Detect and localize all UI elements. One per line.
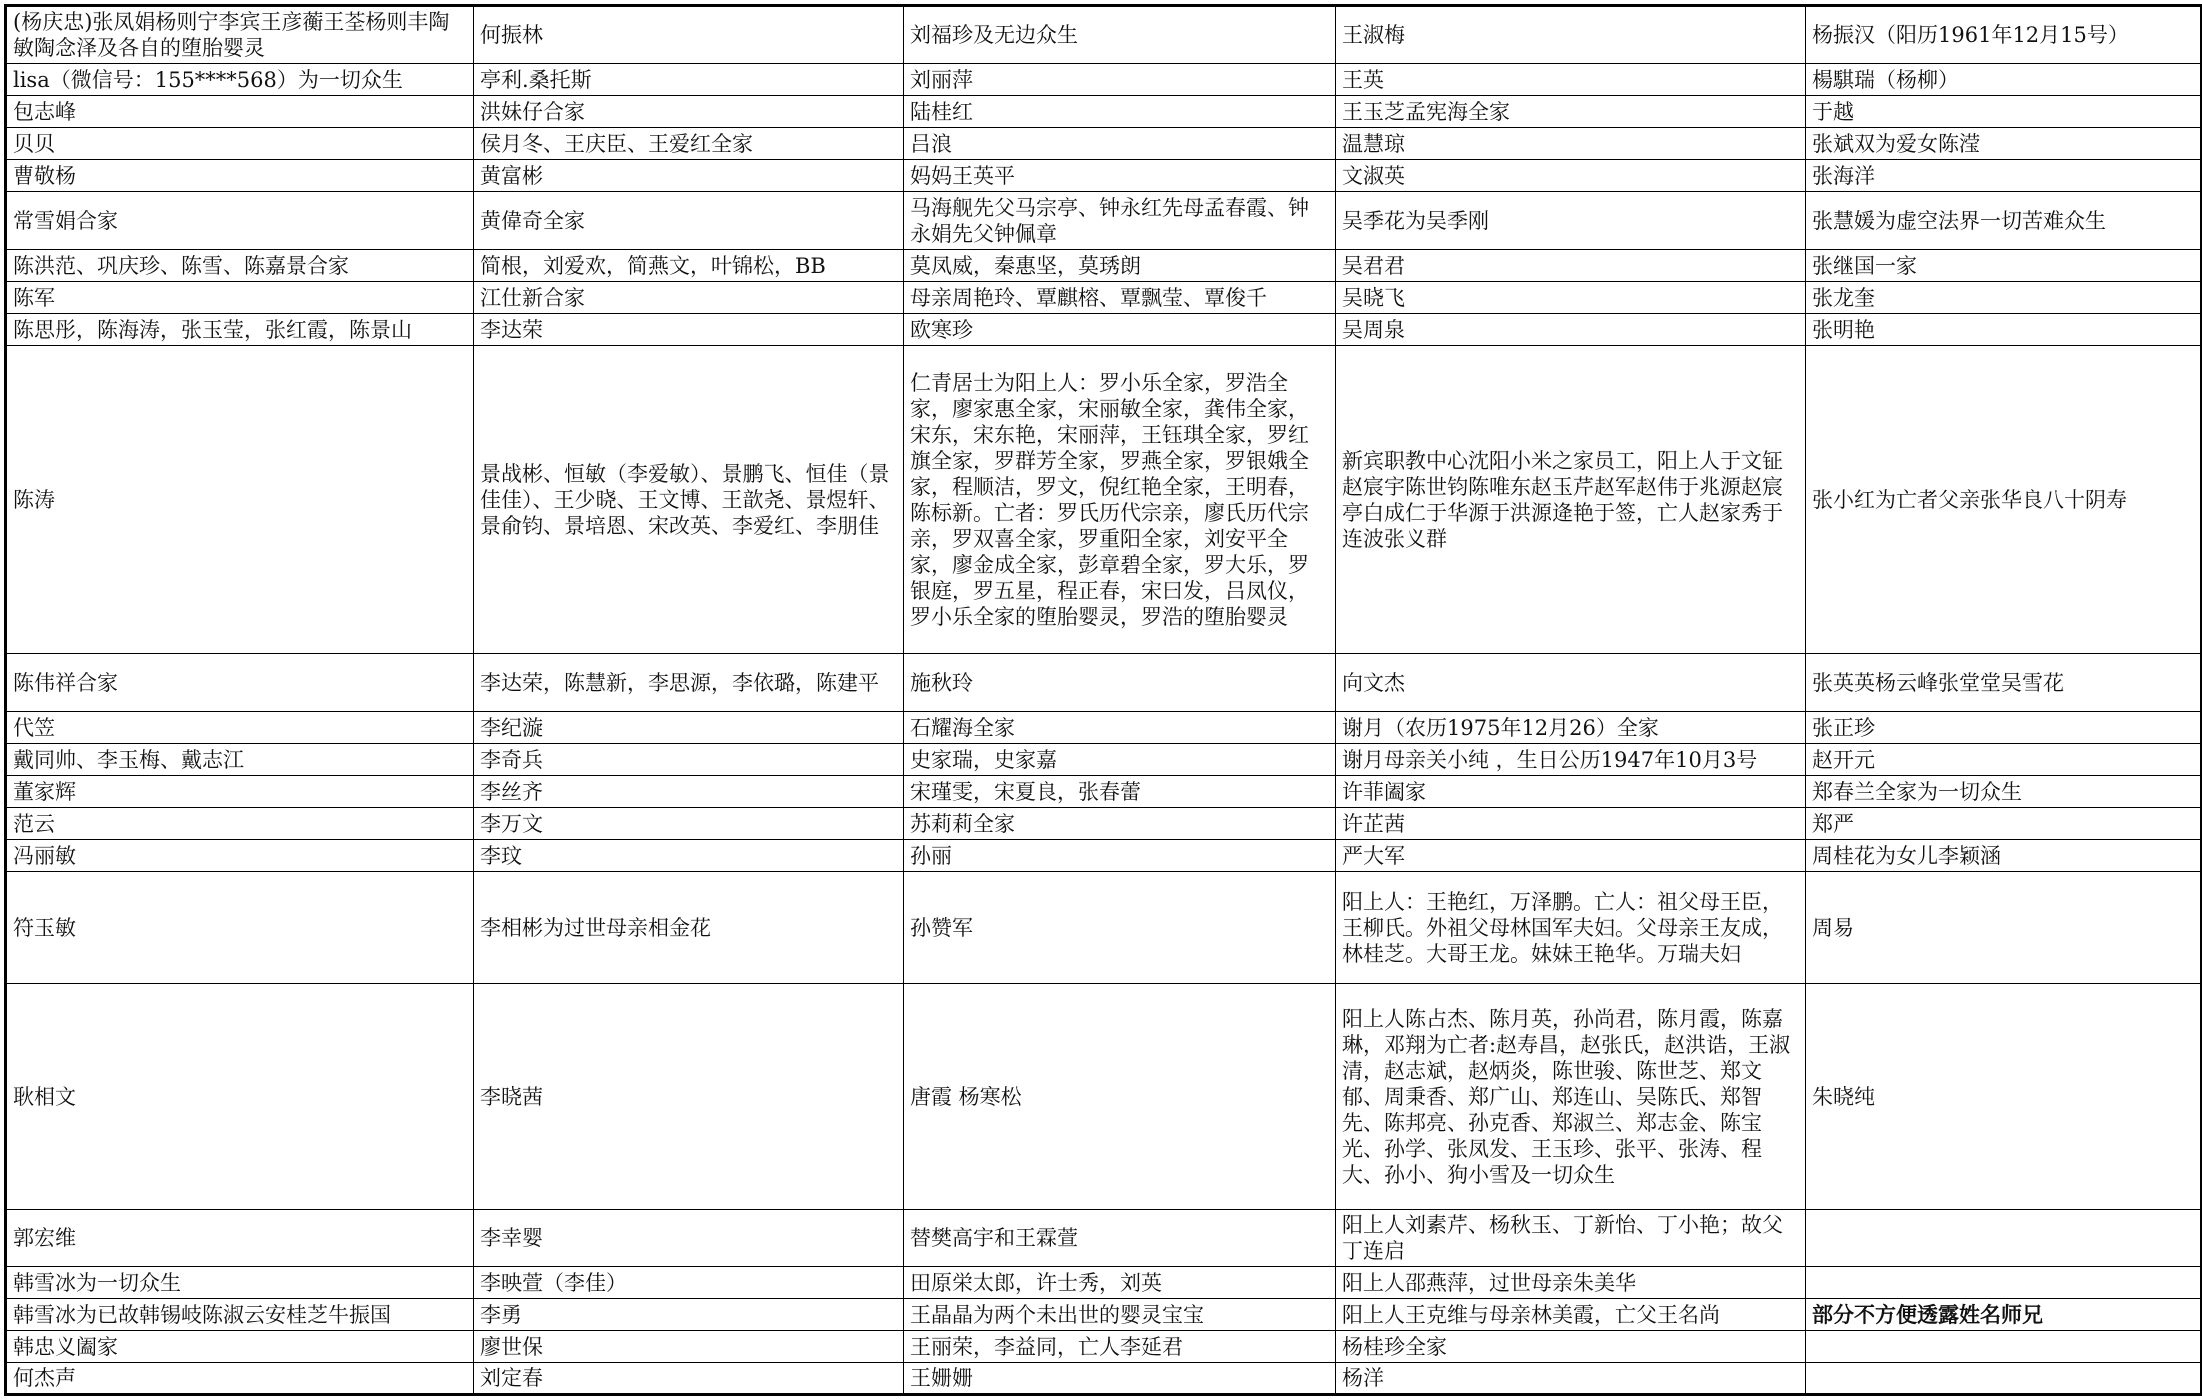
table-row	[6, 64, 2202, 96]
table-cell: 王英	[1336, 64, 1806, 96]
table-cell: 董家辉	[6, 776, 474, 808]
table-cell: 莫凤威，秦惠坚，莫琇朗	[904, 250, 1336, 282]
table-cell: 吴晓飞	[1336, 282, 1806, 314]
table-row	[6, 346, 2202, 654]
table-cell: 石耀海全家	[904, 712, 1336, 744]
table-cell: 李勇	[474, 1299, 904, 1331]
table-cell: 妈妈王英平	[904, 160, 1336, 192]
table-cell: 戴同帅、李玉梅、戴志江	[6, 744, 474, 776]
table-cell: 陆桂红	[904, 96, 1336, 128]
table-cell: 冯丽敏	[6, 840, 474, 872]
table-cell: 王姗姗	[904, 1363, 1336, 1395]
table-body	[6, 6, 2202, 1395]
table-cell: 周桂花为女儿李颖涵	[1806, 840, 2202, 872]
table-row	[6, 984, 2202, 1210]
table-cell: 王晶晶为两个未出世的婴灵宝宝	[904, 1299, 1336, 1331]
table-cell: 张明艳	[1806, 314, 2202, 346]
table-cell: 张龙奎	[1806, 282, 2202, 314]
table-cell: 王丽荣，李益同，亡人李延君	[904, 1331, 1336, 1363]
table-cell: 何振林	[474, 6, 904, 64]
table-cell	[1806, 1363, 2202, 1395]
table-cell: 张小红为亡者父亲张华良八十阴寿	[1806, 346, 2202, 654]
table-cell: 常雪娟合家	[6, 192, 474, 250]
table-cell: 陈思彤，陈海涛，张玉莹，张红霞，陈景山	[6, 314, 474, 346]
table-row	[6, 808, 2202, 840]
table-cell: 唐霞 杨寒松	[904, 984, 1336, 1210]
table-cell: 阳上人陈占杰、陈月英，孙尚君，陈月霞，陈嘉琳，邓翔为亡者:赵寿昌，赵张氏，赵洪诰，王淑清，赵志斌，赵炳炎，陈世骏、陈世芝、郑文郁、周秉香、郑广山、郑连山、吴陈氏、郑智先、陈邦亮、孙克香、郑淑兰、郑志金、陈宝光、孙学、张凤发、王玉珍、张平、张涛、程大、孙小、狗小雪及一切众生	[1336, 984, 1806, 1210]
table-cell: 母亲周艳玲、覃麒榕、覃飘莹、覃俊千	[904, 282, 1336, 314]
table-cell: 黄偉奇全家	[474, 192, 904, 250]
dedication-names-table	[4, 4, 2202, 1396]
table-row	[6, 250, 2202, 282]
table-row	[6, 192, 2202, 250]
table-cell: 李达荣	[474, 314, 904, 346]
table-cell: 廖世保	[474, 1331, 904, 1363]
table-row	[6, 128, 2202, 160]
table-cell: 洪妹仔合家	[474, 96, 904, 128]
table-cell: 严大军	[1336, 840, 1806, 872]
table-cell: 王淑梅	[1336, 6, 1806, 64]
table-cell: (杨庆忠)张凤娟杨则宁李宾王彦蘅王荃杨则丰陶敏陶念泽及各自的堕胎婴灵	[6, 6, 474, 64]
table-cell: 符玉敏	[6, 872, 474, 984]
table-cell: 李映萱（李佳）	[474, 1267, 904, 1299]
table-row	[6, 654, 2202, 712]
table-cell: 李万文	[474, 808, 904, 840]
table-cell: 文淑英	[1336, 160, 1806, 192]
table-cell	[1806, 1331, 2202, 1363]
table-cell: 马海舰先父马宗亭、钟永红先母孟春霞、钟永娟先父钟佩章	[904, 192, 1336, 250]
table-cell: 陈涛	[6, 346, 474, 654]
table-cell: 部分不方便透露姓名师兄	[1806, 1299, 2202, 1331]
table-row	[6, 1210, 2202, 1267]
table-cell: lisa（微信号：155****568）为一切众生	[6, 64, 474, 96]
table-cell: 谢月母亲关小纯 ，生日公历1947年10月3号	[1336, 744, 1806, 776]
table-row	[6, 1363, 2202, 1395]
table-cell: 刘丽萍	[904, 64, 1336, 96]
table-cell: 贝贝	[6, 128, 474, 160]
table-cell: 谢月（农历1975年12月26）全家	[1336, 712, 1806, 744]
table-cell: 李晓茜	[474, 984, 904, 1210]
table-cell: 黄富彬	[474, 160, 904, 192]
table-cell: 侯月冬、王庆臣、王爱红全家	[474, 128, 904, 160]
table-cell: 史家瑞，史家嘉	[904, 744, 1336, 776]
table-cell: 张正珍	[1806, 712, 2202, 744]
table-cell: 施秋玲	[904, 654, 1336, 712]
table-row	[6, 1299, 2202, 1331]
table-cell: 包志峰	[6, 96, 474, 128]
table-cell: 亭利.桑托斯	[474, 64, 904, 96]
table-cell: 李奇兵	[474, 744, 904, 776]
table-cell: 景战彬、恒敏（李爱敏）、景鹏飞、恒佳（景佳佳）、王少晓、王文博、王歆尧、景煜轩、景俞钧、景培恩、宋改英、李爱红、李朋佳	[474, 346, 904, 654]
table-cell: 仁青居士为阳上人：罗小乐全家，罗浩全家，廖家惠全家，宋丽敏全家，龚伟全家，宋东，宋东艳，宋丽萍，王钰琪全家，罗红旗全家，罗群芳全家，罗燕全家，罗银娥全家，程顺洁，罗文，倪红艳全家，王明春，陈标新。亡者：罗氏历代宗亲，廖氏历代宗亲，罗双喜全家，罗重阳全家，刘安平全家，廖金成全家，彭章碧全家，罗大乐，罗银庭，罗五星，程正春，宋曰发，吕凤仪，罗小乐全家的堕胎婴灵，罗浩的堕胎婴灵	[904, 346, 1336, 654]
table-cell: 欧寒珍	[904, 314, 1336, 346]
table-cell: 郑严	[1806, 808, 2202, 840]
table-cell: 何杰声	[6, 1363, 474, 1395]
table-cell: 楊騏瑞（杨柳）	[1806, 64, 2202, 96]
table-cell: 江仕新合家	[474, 282, 904, 314]
table-cell	[1806, 1267, 2202, 1299]
table-cell: 刘定春	[474, 1363, 904, 1395]
table-cell: 张慧媛为虚空法界一切苦难众生	[1806, 192, 2202, 250]
table-cell: 吴君君	[1336, 250, 1806, 282]
table-cell: 杨振汉（阳历1961年12月15号）	[1806, 6, 2202, 64]
table-cell: 苏莉莉全家	[904, 808, 1336, 840]
table-cell: 韩忠义阖家	[6, 1331, 474, 1363]
table-row	[6, 744, 2202, 776]
table-cell	[1806, 1210, 2202, 1267]
table-cell: 阳上人：王艳红，万泽鹏。亡人：祖父母王臣，王柳氏。外祖父母林国军夫妇。父母亲王友成，林桂芝。大哥王龙。妹妹王艳华。万瑞夫妇	[1336, 872, 1806, 984]
table-cell: 韩雪冰为已故韩锡岐陈淑云安桂芝牛振国	[6, 1299, 474, 1331]
table-cell: 张斌双为爱女陈滢	[1806, 128, 2202, 160]
table-cell: 代笠	[6, 712, 474, 744]
table-cell: 郑春兰全家为一切众生	[1806, 776, 2202, 808]
table-row	[6, 872, 2202, 984]
table-row	[6, 314, 2202, 346]
table-cell: 韩雪冰为一切众生	[6, 1267, 474, 1299]
table-cell: 于越	[1806, 96, 2202, 128]
table-cell: 宋瑾雯，宋夏良，张春蕾	[904, 776, 1336, 808]
table-cell: 陈洪范、巩庆珍、陈雪、陈嘉景合家	[6, 250, 474, 282]
table-cell: 范云	[6, 808, 474, 840]
table-cell: 陈军	[6, 282, 474, 314]
table-cell: 许芷茜	[1336, 808, 1806, 840]
table-row	[6, 776, 2202, 808]
table-cell: 许菲阖家	[1336, 776, 1806, 808]
table-cell: 张海洋	[1806, 160, 2202, 192]
table-cell: 张继国一家	[1806, 250, 2202, 282]
table-cell: 孙丽	[904, 840, 1336, 872]
table-cell: 赵开元	[1806, 744, 2202, 776]
table-cell: 向文杰	[1336, 654, 1806, 712]
table-cell: 李达荣，陈慧新，李思源，李依璐，陈建平	[474, 654, 904, 712]
table-row	[6, 96, 2202, 128]
table-cell: 李幸婴	[474, 1210, 904, 1267]
table-cell: 周易	[1806, 872, 2202, 984]
table-cell: 朱晓纯	[1806, 984, 2202, 1210]
table-row	[6, 160, 2202, 192]
table-cell: 郭宏维	[6, 1210, 474, 1267]
table-cell: 孙赞军	[904, 872, 1336, 984]
table-row	[6, 6, 2202, 64]
table-cell: 杨桂珍全家	[1336, 1331, 1806, 1363]
table-cell: 李纪漩	[474, 712, 904, 744]
table-cell: 李丝齐	[474, 776, 904, 808]
table-cell: 吴季花为吴季刚	[1336, 192, 1806, 250]
table-cell: 吴周泉	[1336, 314, 1806, 346]
table-cell: 陈伟祥合家	[6, 654, 474, 712]
table-cell: 阳上人刘素芹、杨秋玉、丁新怡、丁小艳；故父丁连启	[1336, 1210, 1806, 1267]
table-cell: 张英英杨云峰张堂堂吴雪花	[1806, 654, 2202, 712]
table-cell: 阳上人邵燕萍，过世母亲朱美华	[1336, 1267, 1806, 1299]
table-row	[6, 840, 2202, 872]
table-cell: 吕浪	[904, 128, 1336, 160]
table-cell: 替樊高宇和王霖萱	[904, 1210, 1336, 1267]
table-cell: 温慧琼	[1336, 128, 1806, 160]
table-cell: 田原栄太郎，许士秀，刘英	[904, 1267, 1336, 1299]
table-cell: 新宾职教中心沈阳小米之家员工，阳上人于文钲赵宸宇陈世钧陈唯东赵玉芹赵军赵伟于兆源赵宸亭白成仁于华源于洪源逄艳于签，亡人赵家秀于连波张义群	[1336, 346, 1806, 654]
table-row	[6, 1331, 2202, 1363]
table-cell: 阳上人王克维与母亲林美霞，亡父王名尚	[1336, 1299, 1806, 1331]
table-cell: 李相彬为过世母亲相金花	[474, 872, 904, 984]
table-cell: 李玟	[474, 840, 904, 872]
table-cell: 王玉芝孟宪海全家	[1336, 96, 1806, 128]
table-cell: 刘福珍及无边众生	[904, 6, 1336, 64]
table-cell: 曹敬杨	[6, 160, 474, 192]
table-cell: 杨洋	[1336, 1363, 1806, 1395]
table-row	[6, 712, 2202, 744]
table-cell: 耿相文	[6, 984, 474, 1210]
table-row	[6, 1267, 2202, 1299]
table-cell: 简根，刘爱欢，简燕文，叶锦松，BB	[474, 250, 904, 282]
table-row	[6, 282, 2202, 314]
